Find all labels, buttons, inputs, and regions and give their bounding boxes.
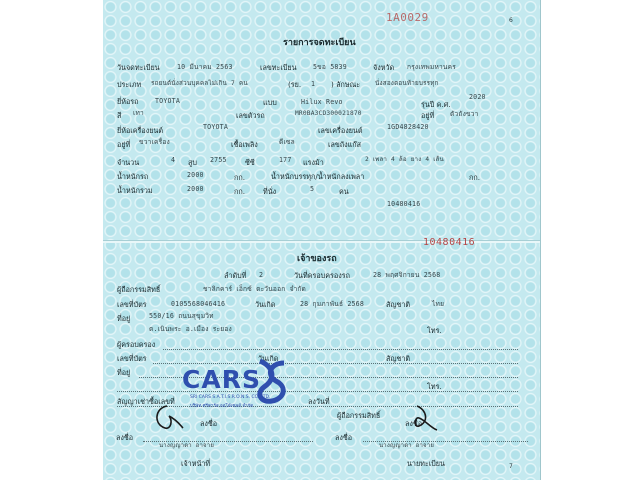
plate-label: เลขทะเบียน (260, 63, 297, 72)
owner-label: ผู้ถือกรรมสิทธิ์ (117, 285, 161, 294)
order-label: ลำดับที่ (224, 271, 247, 280)
nation-value: ไทย (432, 300, 445, 308)
birth2-label: วันเกิด (258, 354, 279, 363)
total-weight-label: น้ำหนักรวม (117, 186, 153, 195)
registrar-label: นายทะเบียน (407, 459, 445, 468)
weight-value: 2000 (187, 171, 204, 179)
load-label: น้ำหนักบรรทุก/น้ำหนักลงเพลา (271, 172, 365, 181)
registration-document (103, 0, 540, 480)
brand-label: ยี่ห้อรถ (117, 97, 139, 106)
contract-date-label: ลงวันที่ (308, 397, 330, 406)
rs-value: 1 (311, 80, 316, 88)
model-value: Hilux Revo (301, 98, 343, 106)
seat-value: 5 (310, 185, 315, 193)
company-stamp (178, 355, 293, 417)
idcard-label: เลขที่บัตร (117, 300, 147, 309)
reg-date-label: วันจดทะเบียน (117, 63, 160, 72)
cylinder-label: สูบ (188, 158, 197, 167)
sign-label-1: ลงชื่อ (200, 419, 218, 428)
model-label: แบบ (263, 98, 277, 107)
owner-sig-label: ผู้ถือกรรมสิทธิ์ (337, 411, 381, 420)
nation-label: สัญชาติ (386, 300, 411, 309)
engine-no-value: 1GD4828420 (387, 123, 429, 131)
serial-number-small: 10480416 (387, 200, 421, 208)
seat-unit: คน (339, 187, 349, 196)
kg-unit-1: กก. (234, 173, 245, 182)
engine-loc-label: อยู่ที่ (117, 140, 131, 149)
reg-date-value: 10 มีนาคม 2563 (177, 63, 233, 71)
model-year-label: รุ่นปี ค.ศ. (421, 100, 451, 109)
address2-label: ที่อยู่ (117, 368, 131, 377)
possessor-label: ผู้ครอบครอง (117, 340, 156, 349)
sign-label-3: ลงชื่อ (335, 433, 353, 442)
chassis-label: เลขตัวรถ (236, 111, 265, 120)
order-value: 2 (259, 271, 264, 279)
kg-unit-3: กก. (234, 187, 245, 196)
engine-loc-value: ขวาเครื่อง (139, 138, 170, 146)
address-label: ที่อยู่ (117, 314, 131, 323)
possession-date-label: วันที่ครอบครองรถ (294, 271, 350, 280)
stamp-sub1: SRI CARS S.A.T.I.S.R.O.N.S. CO.,LTD. (190, 395, 271, 400)
char-label: ) ลักษณะ (331, 80, 361, 89)
total-weight-value: 2000 (187, 185, 204, 193)
gas-label: เลขถังแก๊ส (328, 140, 362, 149)
seat-label: ที่นั่ง (263, 187, 277, 196)
possession-date-value: 28 พฤศจิกายน 2568 (373, 271, 441, 279)
cc-unit: ซีซี (245, 158, 255, 167)
axle-value: 2 เพลา 4 ล้อ ยาง 4 เส้น (365, 156, 444, 163)
province-label: จังหวัด (373, 63, 395, 72)
count-value: 4 (171, 156, 176, 164)
address-line1: 550/16 ถนนสุขุมวิท (149, 312, 214, 320)
engine-no-label: เลขเครื่องยนต์ (318, 126, 363, 135)
chassis-loc-label: อยู่ที่ (421, 111, 435, 120)
brand-value: TOYOTA (155, 97, 181, 105)
kg-unit-2: กก. (469, 173, 480, 182)
birth-label: วันเกิด (255, 300, 276, 309)
type-value: รถยนต์นั่งส่วนบุคคลไม่เกิน 7 คน (151, 80, 248, 87)
hp-label: แรงม้า (303, 158, 324, 167)
hp-value: 177 (279, 156, 292, 164)
officer-label: เจ้าหน้าที่ (181, 459, 211, 468)
tel2-label: โทร. (427, 382, 442, 391)
color-label: สี (117, 111, 122, 120)
possessor-line (163, 349, 518, 350)
province-value: กรุงเทพมหานคร (407, 63, 456, 71)
owner-value: ชาลิกคาร์ เอ็กซ์ ตะวันออก จำกัด (203, 285, 307, 293)
count-label: จำนวน (117, 158, 140, 167)
color-value: เทา (133, 109, 144, 117)
page-number-bottom: 7 (509, 463, 513, 470)
fuel-value: ดีเซล (279, 138, 295, 146)
weight-label: น้ำหนักรถ (117, 172, 149, 181)
fuel-label: เชื้อเพลิง (231, 140, 258, 149)
signer-name-2: นางญญาดา อาจาย (379, 442, 435, 449)
chassis-loc-value: ตัวถังขวา (450, 110, 479, 118)
address-line2: ต.เนินพระ อ.เมือง ระยอง (149, 325, 232, 333)
contract-label: สัญญาเช่าซื้อเลขที่ (117, 397, 175, 406)
page-number-top: 6 (509, 17, 513, 24)
document-id: 1A0029 (386, 11, 429, 24)
char-value: นั่งสองตอนท้ายบรรทุก (375, 80, 439, 87)
section-title-owner: เจ้าของรถ (297, 254, 337, 264)
serial-number-red: 10480416 (423, 237, 476, 248)
engine-brand-label: ยี่ห้อเครื่องยนต์ (117, 126, 164, 135)
signer-name-1: นางญญาดา อาจาย (159, 442, 215, 449)
section-title-registration: รายการจดทะเบียน (283, 38, 356, 48)
sign-label-2: ลงชื่อ (116, 433, 134, 442)
chassis-value: MR0BA3CD300021870 (295, 110, 362, 117)
signature-right (399, 404, 439, 434)
plate-value: 5ขอ 5839 (313, 63, 347, 71)
rs-label: (รย. (288, 80, 302, 89)
type-label: ประเภท (117, 80, 142, 89)
stamp-sub2: บริษัท ศรีคาร์ส ออโต้เซลส์ จำกัด (190, 404, 254, 409)
idcard-value: 0105568046416 (171, 300, 226, 308)
model-year-value: 2020 (469, 93, 486, 101)
cc-value: 2755 (210, 156, 227, 164)
engine-brand-value: TOYOTA (203, 123, 229, 131)
stamp-brand: CARS (182, 365, 261, 394)
sign-label-4: ลงชื่อ (405, 419, 423, 428)
tel-label: โทร. (427, 326, 442, 335)
nation2-label: สัญชาติ (386, 354, 411, 363)
idcard2-label: เลขที่บัตร (117, 354, 147, 363)
birth-value: 28 กุมภาพันธ์ 2568 (300, 300, 365, 308)
